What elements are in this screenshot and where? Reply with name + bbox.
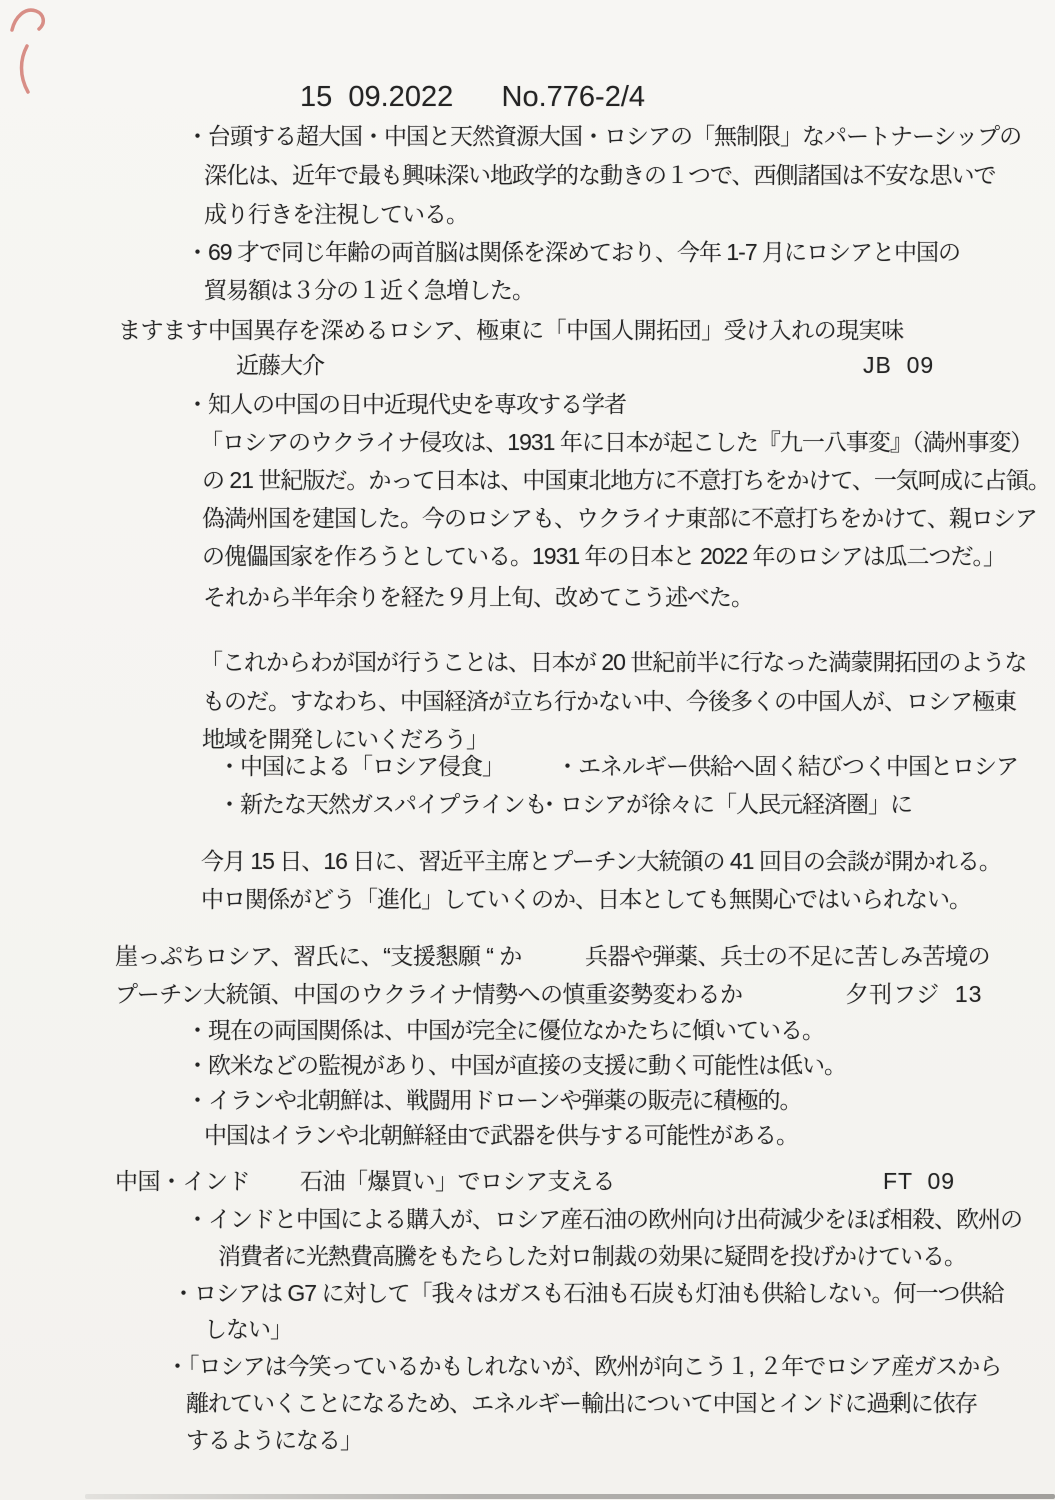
intro-bullet1-line3: 成り行きを注視している。	[204, 201, 468, 227]
article1-title: ますます中国異存を深めるロシア、極東に「中国人開拓団」受け入れの現実味	[118, 317, 904, 343]
article1-quote1-line4: の傀儡国家を作ろうとしている。1931 年の日本と 2022 年のロシアは瓜二つだ。」	[202, 543, 1006, 569]
article2-bullet3: ・イランや北朝鮮は、戦闘用ドローンや弾薬の販売に積極的。	[186, 1087, 802, 1113]
article1-subbullet-r1c1: ・中国による「ロシア侵食」	[218, 753, 504, 779]
article2-title-line2: プーチン大統領、中国のウクライナ情勢への慎重姿勢変わるか	[115, 981, 743, 1007]
article3-bullet3-line3: するようになる」	[186, 1427, 362, 1453]
article3-bullet2-line1: ・ロシアは G7 に対して「我々はガスも石油も石炭も灯油も供給しない。何一つ供給	[172, 1280, 1004, 1306]
article3-source-tag: FT 09	[883, 1168, 956, 1194]
article3-bullet1-line2: 消費者に光熱費高騰をもたらした対ロ制裁の効果に疑問を投げかけている。	[218, 1243, 966, 1269]
intro-bullet2-line1: ・69 才で同じ年齢の両首脳は関係を深めており、今年 1-7 月にロシアと中国の	[186, 239, 960, 265]
article1-para2-line1: 今月 15 日、16 日に、習近平主席とプーチン大統領の 41 回目の会談が開かれる。	[201, 848, 1001, 874]
article1-quote1-line3: 偽満州国を建国した。今のロシアも、ウクライナ東部に不意打ちをかけて、親ロシア	[202, 505, 1037, 531]
article1-quote2-line3: 地域を開発しにいくだろう」	[202, 726, 488, 752]
article3-title-right: 石油「爆買い」でロシア支える	[300, 1168, 615, 1194]
article1-quote2-line1: 「これからわが国が行うことは、日本が 20 世紀前半に行なった満蒙開拓団のような	[200, 649, 1027, 675]
red-pen-mark	[6, 2, 54, 98]
article1-source-tag: JB 09	[863, 352, 935, 378]
article2-title-line1-right: 兵器や弾薬、兵士の不足に苦しみ苦境の	[585, 943, 990, 969]
scan-bottom-edge	[85, 1494, 1055, 1499]
article3-title-left: 中国・インド	[115, 1168, 250, 1194]
date-issue-header: 15 09.2022 No.776-2/4	[300, 81, 646, 113]
article1-quote1-line1: 「ロシアのウクライナ侵攻は、1931 年に日本が起こした『九一八事変』（満州事変）	[200, 429, 1033, 455]
article1-byline: 近藤大介	[236, 352, 324, 378]
article3-bullet2-line2: しない」	[204, 1316, 292, 1342]
article2-source-tag: 夕刊フジ 13	[845, 981, 983, 1007]
article2-bullet2: ・欧米などの監視があり、中国が直接の支援に動く可能性は低い。	[186, 1052, 846, 1078]
article2-bullet3-cont: 中国はイランや北朝鮮経由で武器を供与する可能性がある。	[204, 1122, 798, 1148]
article1-quote1-line2: の 21 世紀版だ。かって日本は、中国東北地方に不意打ちをかけて、一気呵成に占領。	[202, 467, 1050, 493]
article1-quote2-line2: ものだ。すなわち、中国経済が立ち行かない中、今後多くの中国人が、ロシア極東	[202, 688, 1016, 714]
intro-bullet1-line1: ・台頭する超大国・中国と天然資源大国・ロシアの「無制限」なパートナーシップの	[186, 123, 1022, 149]
article1-bullet1: ・知人の中国の日中近現代史を専攻する学者	[186, 391, 626, 417]
article1-subbullet-r2c2: ・ロシアが徐々に「人民元経済圏」に	[538, 791, 912, 817]
article2-title-line1-left: 崖っぷちロシア、習氏に、“支援懇願 “ か	[115, 943, 522, 969]
intro-bullet1-line2: 深化は、近年で最も興味深い地政学的な動きの１つで、西側諸国は不安な思いで	[204, 162, 996, 188]
article3-bullet3-line2: 離れていくことになるため、エネルギー輸出について中国とインドに過剰に依存	[186, 1390, 977, 1416]
article1-subbullet-r1c2: ・エネルギー供給へ固く結びつく中国とロシア	[556, 753, 1018, 779]
article3-bullet1-line1: ・インドと中国による購入が、ロシア産石油の欧州向け出荷減少をほぼ相殺、欧州の	[186, 1206, 1022, 1232]
intro-bullet2-line2: 貿易額は３分の１近く急増した。	[204, 277, 534, 303]
article1-para1: それから半年余りを経た９月上旬、改めてこう述べた。	[203, 584, 753, 610]
article2-bullet1: ・現在の両国関係は、中国が完全に優位なかたちに傾いている。	[186, 1017, 824, 1043]
article1-subbullet-r2c1: ・新たな天然ガスパイプラインも	[218, 791, 547, 817]
article3-bullet3-line1: ・「ロシアは今笑っているかもしれないが、欧州が向こう１, ２年でロシア産ガスから	[166, 1353, 1002, 1379]
article1-para2-line2: 中ロ関係がどう「進化」していくのか、日本としても無関心ではいられない。	[201, 886, 971, 912]
